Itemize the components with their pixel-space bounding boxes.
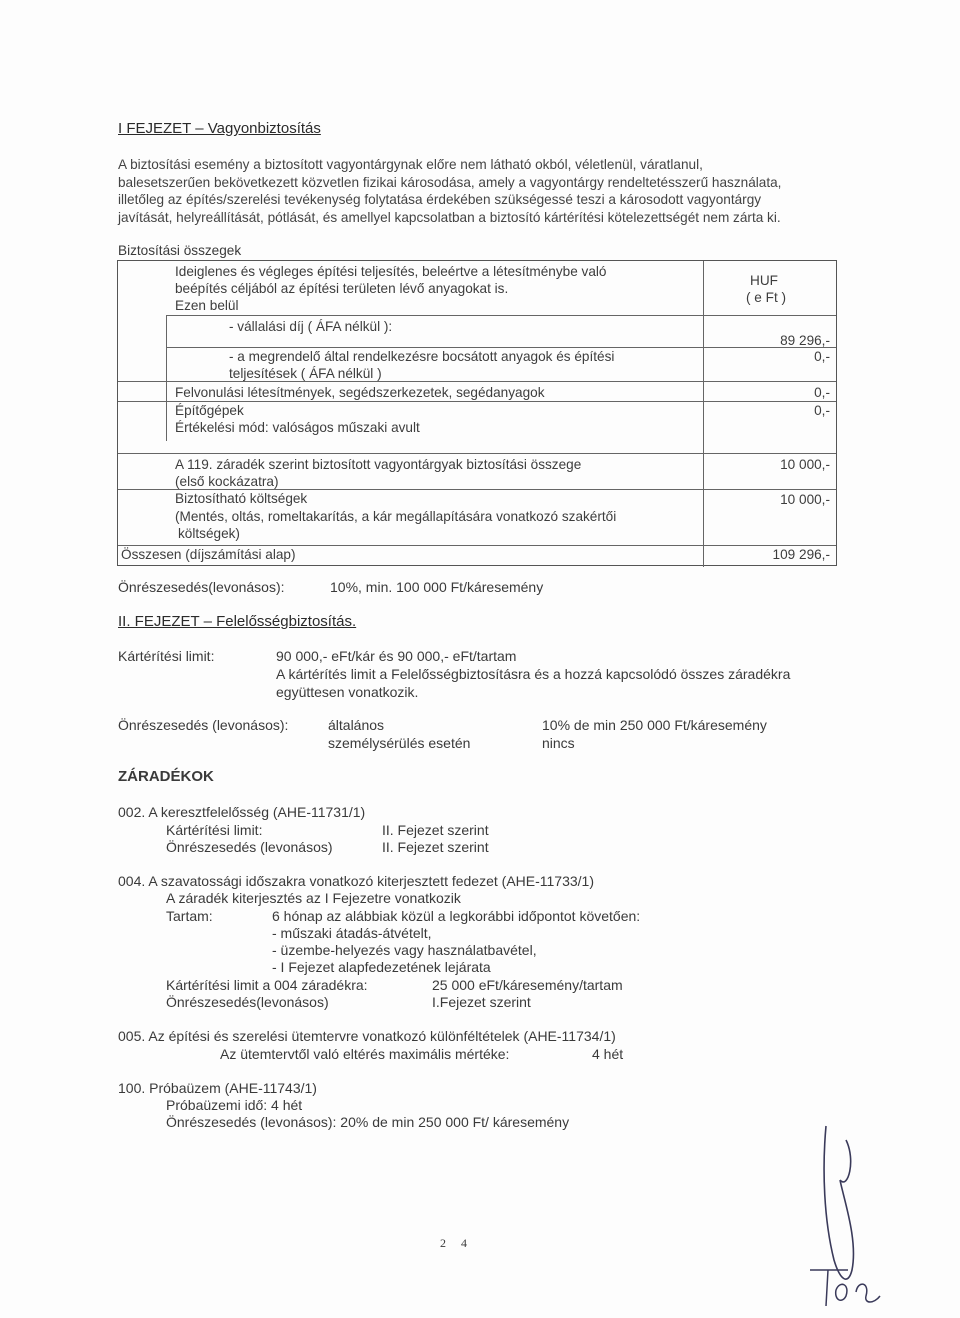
chapter1-deductible-value: 10%, min. 100 000 Ft/káresemény (330, 579, 544, 595)
value-client-materials: 0,- (814, 349, 830, 364)
clause-002-limit-value: II. Fejezet szerint (382, 822, 489, 838)
table-caption: Biztosítási összegek (118, 243, 242, 258)
liability-deductible-label: Önrészesedés (levonásos): (118, 717, 289, 733)
clause-004-limit-value: 25 000 eFt/káresemény/tartam (432, 977, 623, 993)
clause-004-title: 004. A szavatossági időszakra vonatkozó kiterjesztett fedezet (AHE-11733/1) (118, 873, 594, 889)
clause-004-item: - műszaki átadás-átvételt, (272, 925, 432, 941)
deductible-general-label: általános (328, 717, 385, 733)
liability-limit-label: Kártérítési limit: (118, 648, 215, 664)
clause-004-deductible-value: I.Fejezet szerint (432, 994, 531, 1010)
unit-thousand: ( e Ft ) (746, 290, 787, 305)
chapter1-paragraph (118, 156, 838, 226)
row-site-facilities: Felvonulási létesítmények, segédszerkezetek, segédanyagok (175, 385, 545, 400)
liability-limit-line2: A kártérítés limit a Felelősségbiztosításra és a hozzá kapcsolódó összes záradékra (276, 666, 791, 682)
value-machinery: 0,- (814, 403, 830, 418)
row-valuation-method: Értékelési mód: valóságos műszaki avult (175, 420, 420, 435)
clause-004-scope: A záradék kiterjesztés az I Fejezetre vonatkozik (166, 890, 461, 906)
clause-002-deductible-value: II. Fejezet szerint (382, 839, 489, 855)
row-construction-line2: beépítés céljából az építési területen lévő anyagokat is. (175, 281, 509, 296)
clause-002-limit-label: Kártérítési limit: (166, 822, 263, 838)
clauses-title: ZÁRADÉKOK (118, 768, 214, 785)
value-total: 109 296,- (772, 547, 830, 562)
chapter1-deductible-label: Önrészesedés(levonásos): (118, 579, 285, 595)
row-clause119-line2: (első kockázatra) (175, 474, 279, 489)
handwritten-signature (800, 1120, 890, 1310)
paragraph-line: javítását, helyreállítását, pótlását, és amellyel kapcsolatban a biztosító kártérítési kötelezettségét nem zárta ki. (118, 209, 781, 225)
clause-005-deviation-value: 4 hét (592, 1046, 624, 1062)
paragraph-line: illetőleg az építés/szerelési tevékenység folytatása érdekében szükségessé teszi a károsodott vagyontárgy (118, 192, 762, 207)
clause-100-deductible: Önrészesedés (levonásos): 20% de min 250 000 Ft/ káresemény (166, 1114, 570, 1130)
clause-004-item: - üzembe-helyezés vagy használatbavétel, (272, 942, 537, 958)
paragraph-line: A biztosítási esemény a biztosított vagyontárgynak előre nem látható okból, véletlenül, váratlanul, (118, 157, 703, 172)
value-contract-fee: 89 296,- (780, 333, 830, 348)
row-total: Összesen (díjszámítási alap) (121, 547, 296, 562)
row-contract-fee: - vállalási díj ( ÁFA nélkül ): (229, 319, 393, 334)
row-construction-line3: Ezen belül (175, 298, 239, 313)
row-client-materials-line1: - a megrendelő által rendelkezésre bocsátott anyagok és építési (229, 349, 615, 364)
deductible-injury-label: személysérülés esetén (328, 735, 471, 751)
value-clause119: 10 000,- (780, 457, 830, 472)
deductible-general-value: 10% de min 250 000 Ft/káresemény (542, 717, 767, 733)
chapter1-title: I FEJEZET – Vagyonbiztosítás (118, 120, 321, 137)
row-clause119-line1: A 119. záradék szerint biztosított vagyontárgyak biztosítási összege (175, 457, 582, 472)
clause-004-deductible-label: Önrészesedés(levonásos) (166, 994, 329, 1010)
row-machinery: Építőgépek (175, 403, 244, 418)
clause-005-deviation-label: Az ütemtervtől való eltérés maximális mértéke: (220, 1046, 510, 1062)
row-insurable-costs-line1: Biztosítható költségek (175, 491, 308, 506)
row-insurable-costs-line3: költségek) (178, 526, 240, 541)
paragraph-line: balesetszerűen bekövetkezett közvetlen fizikai károsodása, amely a vagyontárgy rendeltetésszerű használata, (118, 174, 782, 190)
page-number: 2 4 (440, 1236, 473, 1250)
insurance-sums-table (117, 260, 837, 566)
clause-004-item: - I Fejezet alapfedezetének lejárata (272, 959, 491, 975)
liability-limit-line3: együttesen vonatkozik. (276, 684, 419, 700)
liability-limit-line1: 90 000,- eFt/kár és 90 000,- eFt/tartam (276, 648, 517, 664)
clause-005-title: 005. Az építési és szerelési ütemtervre vonatkozó különféltételek (AHE-11734/1) (118, 1028, 616, 1044)
deductible-injury-value: nincs (542, 735, 575, 751)
row-construction-line1: Ideiglenes és végleges építési teljesítés, beleértve a létesítménybe való (175, 264, 607, 279)
chapter2-title: II. FEJEZET – Felelősségbiztosítás. (118, 613, 357, 630)
clause-002-deductible-label: Önrészesedés (levonásos) (166, 839, 333, 855)
clause-100-period: Próbaüzemi idő: 4 hét (166, 1097, 303, 1113)
value-insurable-costs: 10 000,- (780, 492, 830, 507)
clause-004-term-value: 6 hónap az alábbiak közül a legkorábbi időpontot követően: (272, 908, 641, 924)
clause-004-limit-label: Kártérítési limit a 004 záradékra: (166, 977, 368, 993)
clause-002-title: 002. A keresztfelelősség (AHE-11731/1) (118, 804, 366, 820)
row-client-materials-line2: teljesítések ( ÁFA nélkül ) (229, 366, 382, 381)
row-insurable-costs-line2: (Mentés, oltás, romeltakarítás, a kár megállapítására vonatkozó szakértői (175, 509, 617, 524)
clause-004-term-label: Tartam: (166, 908, 213, 924)
value-site-facilities: 0,- (814, 385, 830, 400)
unit-currency: HUF (750, 273, 778, 288)
clause-100-title: 100. Próbaüzem (AHE-11743/1) (118, 1080, 317, 1096)
